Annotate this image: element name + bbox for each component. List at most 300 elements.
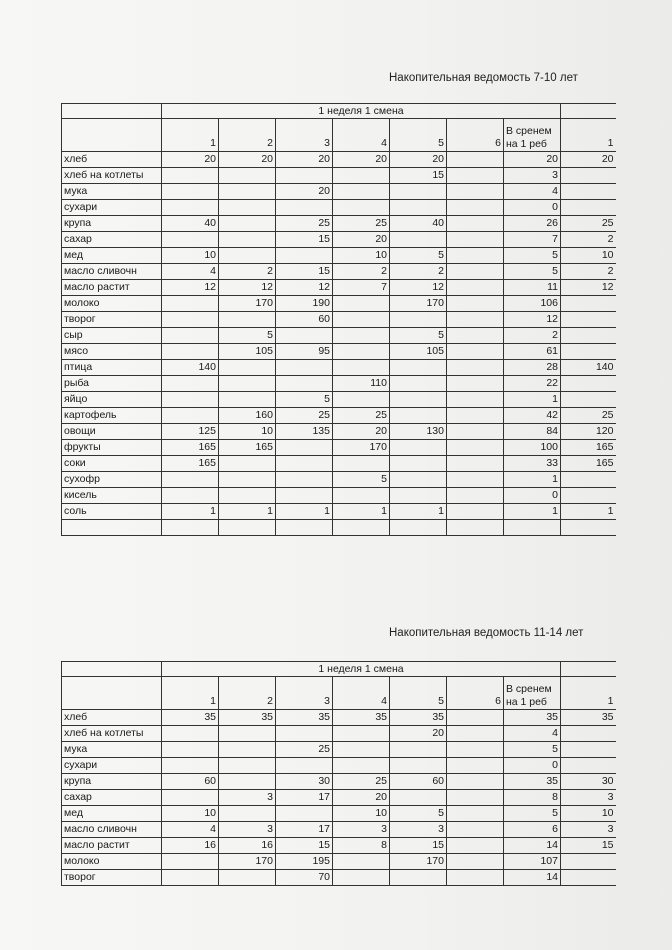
table-row: [62, 296, 616, 312]
value-cell: 12: [390, 280, 447, 296]
week-label: 1 неделя 1 смена: [162, 104, 561, 119]
value-cell: [390, 392, 447, 408]
value-cell: 2: [219, 264, 276, 280]
value-cell: [333, 344, 390, 360]
value-cell: [447, 472, 504, 488]
value-cell: 165: [219, 440, 276, 456]
value-cell: [219, 870, 276, 886]
table-row: [62, 376, 616, 392]
value-cell: [219, 742, 276, 758]
value-cell: 12: [162, 280, 219, 296]
day-header: 6: [447, 119, 504, 152]
value-cell: 25: [561, 216, 616, 232]
average-header: В сренем на 1 реб: [504, 119, 561, 152]
value-cell: 70: [276, 870, 333, 886]
value-cell: 7: [333, 280, 390, 296]
ration-table-7-10: [61, 103, 616, 536]
value-cell: [447, 216, 504, 232]
value-cell: 12: [561, 280, 616, 296]
product-name: сухофр: [62, 472, 162, 488]
table-row: [62, 504, 616, 520]
value-cell: 125: [162, 424, 219, 440]
value-cell: [333, 456, 390, 472]
value-cell: [447, 312, 504, 328]
value-cell: 15: [276, 264, 333, 280]
value-cell: [447, 248, 504, 264]
day-header: 3: [276, 677, 333, 710]
table-row: [62, 312, 616, 328]
value-cell: 120: [561, 424, 616, 440]
value-cell: 15: [390, 168, 447, 184]
value-cell: [219, 472, 276, 488]
product-name: кисель: [62, 488, 162, 504]
value-cell: 30: [561, 774, 616, 790]
value-cell: [561, 520, 616, 536]
value-cell: 25: [333, 216, 390, 232]
value-cell: 20: [333, 152, 390, 168]
value-cell: 165: [162, 456, 219, 472]
table-row: [62, 790, 616, 806]
value-cell: [390, 742, 447, 758]
average-header: В сренем на 1 реб: [504, 677, 561, 710]
value-cell: [447, 232, 504, 248]
value-cell: [447, 344, 504, 360]
average-cell: 107: [504, 854, 561, 870]
table-row: [62, 520, 616, 536]
product-name: хлеб: [62, 152, 162, 168]
value-cell: [390, 232, 447, 248]
product-name: мед: [62, 806, 162, 822]
value-cell: 2: [561, 232, 616, 248]
average-cell: 5: [504, 264, 561, 280]
average-cell: 0: [504, 488, 561, 504]
value-cell: 10: [561, 806, 616, 822]
value-cell: 60: [390, 774, 447, 790]
product-name: масло сливочн: [62, 264, 162, 280]
average-cell: 1: [504, 504, 561, 520]
value-cell: [333, 200, 390, 216]
value-cell: [390, 184, 447, 200]
value-cell: 16: [162, 838, 219, 854]
header-row: [62, 662, 616, 677]
value-cell: 95: [276, 344, 333, 360]
table-row: [62, 726, 616, 742]
day-header: 4: [333, 119, 390, 152]
ration-table-11-14: [61, 661, 616, 886]
value-cell: 1: [219, 504, 276, 520]
product-name: яйцо: [62, 392, 162, 408]
value-cell: [333, 328, 390, 344]
table-row: [62, 774, 616, 790]
value-cell: [162, 726, 219, 742]
table-row: [62, 152, 616, 168]
average-cell: 35: [504, 774, 561, 790]
value-cell: [561, 344, 616, 360]
table-row: [62, 488, 616, 504]
value-cell: [333, 742, 390, 758]
value-cell: [276, 806, 333, 822]
table-row: [62, 360, 616, 376]
value-cell: 170: [390, 296, 447, 312]
value-cell: [219, 360, 276, 376]
value-cell: [276, 360, 333, 376]
average-cell: 100: [504, 440, 561, 456]
product-name: сухари: [62, 758, 162, 774]
average-cell: 14: [504, 838, 561, 854]
table-row: [62, 870, 616, 886]
average-cell: 84: [504, 424, 561, 440]
value-cell: [333, 168, 390, 184]
value-cell: [390, 790, 447, 806]
value-cell: 170: [390, 854, 447, 870]
value-cell: [447, 200, 504, 216]
value-cell: 20: [333, 424, 390, 440]
average-cell: 5: [504, 742, 561, 758]
value-cell: 20: [333, 790, 390, 806]
value-cell: [219, 248, 276, 264]
value-cell: 2: [333, 264, 390, 280]
value-cell: [447, 774, 504, 790]
value-cell: 10: [219, 424, 276, 440]
value-cell: [219, 758, 276, 774]
value-cell: 170: [219, 296, 276, 312]
header-row: [62, 104, 616, 119]
value-cell: [219, 774, 276, 790]
value-cell: [447, 854, 504, 870]
value-cell: [276, 726, 333, 742]
value-cell: [162, 870, 219, 886]
average-cell: 0: [504, 200, 561, 216]
average-cell: 7: [504, 232, 561, 248]
value-cell: [219, 216, 276, 232]
day-header: 5: [390, 677, 447, 710]
value-cell: 5: [276, 392, 333, 408]
value-cell: [561, 488, 616, 504]
value-cell: 4: [162, 264, 219, 280]
value-cell: [447, 822, 504, 838]
value-cell: [390, 472, 447, 488]
header-row: [62, 119, 616, 152]
value-cell: 35: [390, 710, 447, 726]
value-cell: 30: [276, 774, 333, 790]
value-cell: 165: [561, 440, 616, 456]
product-name: соки: [62, 456, 162, 472]
value-cell: 25: [333, 774, 390, 790]
value-cell: [447, 758, 504, 774]
value-cell: [333, 488, 390, 504]
value-cell: [447, 488, 504, 504]
week-label: 1 неделя 1 смена: [162, 662, 561, 677]
product-name: мясо: [62, 344, 162, 360]
table-row: [62, 264, 616, 280]
value-cell: 25: [276, 216, 333, 232]
value-cell: 2: [390, 264, 447, 280]
product-name: крупа: [62, 216, 162, 232]
value-cell: [447, 360, 504, 376]
table-row: [62, 742, 616, 758]
value-cell: [447, 168, 504, 184]
value-cell: 1: [561, 504, 616, 520]
value-cell: [561, 200, 616, 216]
table-row: [62, 280, 616, 296]
value-cell: [561, 328, 616, 344]
value-cell: 25: [561, 408, 616, 424]
product-name: хлеб на котлеты: [62, 726, 162, 742]
value-cell: [447, 264, 504, 280]
value-cell: [447, 838, 504, 854]
value-cell: [162, 344, 219, 360]
value-cell: [447, 424, 504, 440]
value-cell: [333, 726, 390, 742]
value-cell: [162, 328, 219, 344]
header-row: [62, 677, 616, 710]
product-name: овощи: [62, 424, 162, 440]
value-cell: [447, 790, 504, 806]
value-cell: 35: [219, 710, 276, 726]
value-cell: [219, 184, 276, 200]
average-cell: 0: [504, 758, 561, 774]
value-cell: [219, 520, 276, 536]
value-cell: 10: [162, 248, 219, 264]
value-cell: [447, 152, 504, 168]
average-cell: 1: [504, 392, 561, 408]
value-cell: 1: [333, 504, 390, 520]
table-row: [62, 328, 616, 344]
product-name: картофель: [62, 408, 162, 424]
value-cell: [276, 520, 333, 536]
average-cell: 35: [504, 710, 561, 726]
product-name: сыр: [62, 328, 162, 344]
value-cell: 195: [276, 854, 333, 870]
average-cell: [504, 520, 561, 536]
value-cell: [219, 232, 276, 248]
value-cell: 130: [390, 424, 447, 440]
table-row: [62, 232, 616, 248]
value-cell: 140: [162, 360, 219, 376]
average-cell: 22: [504, 376, 561, 392]
product-name: масло растит: [62, 838, 162, 854]
value-cell: 20: [390, 726, 447, 742]
value-cell: 8: [333, 838, 390, 854]
value-cell: 35: [276, 710, 333, 726]
product-name: мука: [62, 742, 162, 758]
day-header: 3: [276, 119, 333, 152]
value-cell: 5: [390, 806, 447, 822]
value-cell: 15: [276, 232, 333, 248]
value-cell: [333, 184, 390, 200]
empty-cell: [62, 119, 162, 152]
product-name: сахар: [62, 232, 162, 248]
value-cell: [447, 726, 504, 742]
table-row: [62, 806, 616, 822]
value-cell: [561, 312, 616, 328]
value-cell: [162, 200, 219, 216]
value-cell: [219, 456, 276, 472]
empty-cell: [62, 104, 162, 119]
average-cell: 2: [504, 328, 561, 344]
value-cell: [276, 200, 333, 216]
average-cell: 5: [504, 248, 561, 264]
day-header: 4: [333, 677, 390, 710]
average-cell: 106: [504, 296, 561, 312]
product-name: сухари: [62, 200, 162, 216]
average-cell: 42: [504, 408, 561, 424]
value-cell: 5: [390, 248, 447, 264]
value-cell: 140: [561, 360, 616, 376]
value-cell: [390, 360, 447, 376]
value-cell: [162, 168, 219, 184]
value-cell: 110: [333, 376, 390, 392]
value-cell: 35: [162, 710, 219, 726]
value-cell: [561, 870, 616, 886]
value-cell: 20: [276, 152, 333, 168]
value-cell: [390, 520, 447, 536]
value-cell: [447, 870, 504, 886]
value-cell: [333, 854, 390, 870]
value-cell: 135: [276, 424, 333, 440]
value-cell: 3: [219, 790, 276, 806]
table-row: [62, 440, 616, 456]
value-cell: 3: [333, 822, 390, 838]
value-cell: [276, 758, 333, 774]
empty-cell: [561, 104, 616, 119]
value-cell: [447, 440, 504, 456]
value-cell: [276, 440, 333, 456]
average-cell: 8: [504, 790, 561, 806]
average-cell: 1: [504, 472, 561, 488]
value-cell: [447, 504, 504, 520]
value-cell: [561, 296, 616, 312]
value-cell: [162, 758, 219, 774]
average-cell: 6: [504, 822, 561, 838]
product-name: мед: [62, 248, 162, 264]
product-name: мука: [62, 184, 162, 200]
product-name: соль: [62, 504, 162, 520]
value-cell: 20: [276, 184, 333, 200]
table-row: [62, 710, 616, 726]
product-name: фрукты: [62, 440, 162, 456]
average-cell: 11: [504, 280, 561, 296]
value-cell: 10: [561, 248, 616, 264]
value-cell: 20: [561, 152, 616, 168]
day-header: 6: [447, 677, 504, 710]
value-cell: 5: [219, 328, 276, 344]
value-cell: [561, 854, 616, 870]
value-cell: [447, 392, 504, 408]
value-cell: [276, 168, 333, 184]
value-cell: 3: [390, 822, 447, 838]
value-cell: [162, 392, 219, 408]
value-cell: 10: [162, 806, 219, 822]
value-cell: 1: [390, 504, 447, 520]
value-cell: [390, 408, 447, 424]
day-header: 5: [390, 119, 447, 152]
day-header: 2: [219, 119, 276, 152]
product-name: рыба: [62, 376, 162, 392]
value-cell: 160: [219, 408, 276, 424]
value-cell: 1: [162, 504, 219, 520]
value-cell: 40: [390, 216, 447, 232]
value-cell: [162, 376, 219, 392]
table-row: [62, 168, 616, 184]
value-cell: 1: [276, 504, 333, 520]
value-cell: 190: [276, 296, 333, 312]
value-cell: [219, 200, 276, 216]
value-cell: [333, 296, 390, 312]
value-cell: 35: [561, 710, 616, 726]
table-row: [62, 838, 616, 854]
value-cell: [276, 472, 333, 488]
average-cell: 12: [504, 312, 561, 328]
value-cell: [276, 248, 333, 264]
value-cell: [333, 870, 390, 886]
value-cell: 17: [276, 790, 333, 806]
value-cell: 3: [561, 822, 616, 838]
value-cell: [276, 376, 333, 392]
value-cell: [162, 488, 219, 504]
product-name: творог: [62, 312, 162, 328]
value-cell: 5: [390, 328, 447, 344]
value-cell: 25: [333, 408, 390, 424]
next-day-header: 1: [561, 119, 616, 152]
value-cell: 15: [390, 838, 447, 854]
value-cell: [447, 710, 504, 726]
average-cell: 61: [504, 344, 561, 360]
value-cell: [447, 742, 504, 758]
table-row: [62, 392, 616, 408]
value-cell: [390, 488, 447, 504]
value-cell: [447, 520, 504, 536]
value-cell: [162, 232, 219, 248]
average-cell: 26: [504, 216, 561, 232]
value-cell: [333, 520, 390, 536]
value-cell: 60: [276, 312, 333, 328]
value-cell: [219, 806, 276, 822]
product-name: сахар: [62, 790, 162, 806]
value-cell: [390, 758, 447, 774]
empty-cell: [561, 662, 616, 677]
value-cell: [390, 200, 447, 216]
product-name: птица: [62, 360, 162, 376]
value-cell: 170: [333, 440, 390, 456]
value-cell: [333, 758, 390, 774]
value-cell: 20: [219, 152, 276, 168]
value-cell: [219, 168, 276, 184]
product-name: масло сливочн: [62, 822, 162, 838]
table-row: [62, 408, 616, 424]
value-cell: [333, 360, 390, 376]
average-cell: 5: [504, 806, 561, 822]
value-cell: [561, 184, 616, 200]
value-cell: 165: [162, 440, 219, 456]
value-cell: 5: [333, 472, 390, 488]
value-cell: [447, 376, 504, 392]
value-cell: [333, 392, 390, 408]
value-cell: 25: [276, 742, 333, 758]
average-cell: 33: [504, 456, 561, 472]
value-cell: [447, 408, 504, 424]
value-cell: 20: [390, 152, 447, 168]
product-name: крупа: [62, 774, 162, 790]
value-cell: [162, 296, 219, 312]
value-cell: [162, 790, 219, 806]
value-cell: 25: [276, 408, 333, 424]
value-cell: [447, 184, 504, 200]
value-cell: [561, 376, 616, 392]
average-cell: 28: [504, 360, 561, 376]
average-cell: 4: [504, 726, 561, 742]
average-cell: 14: [504, 870, 561, 886]
